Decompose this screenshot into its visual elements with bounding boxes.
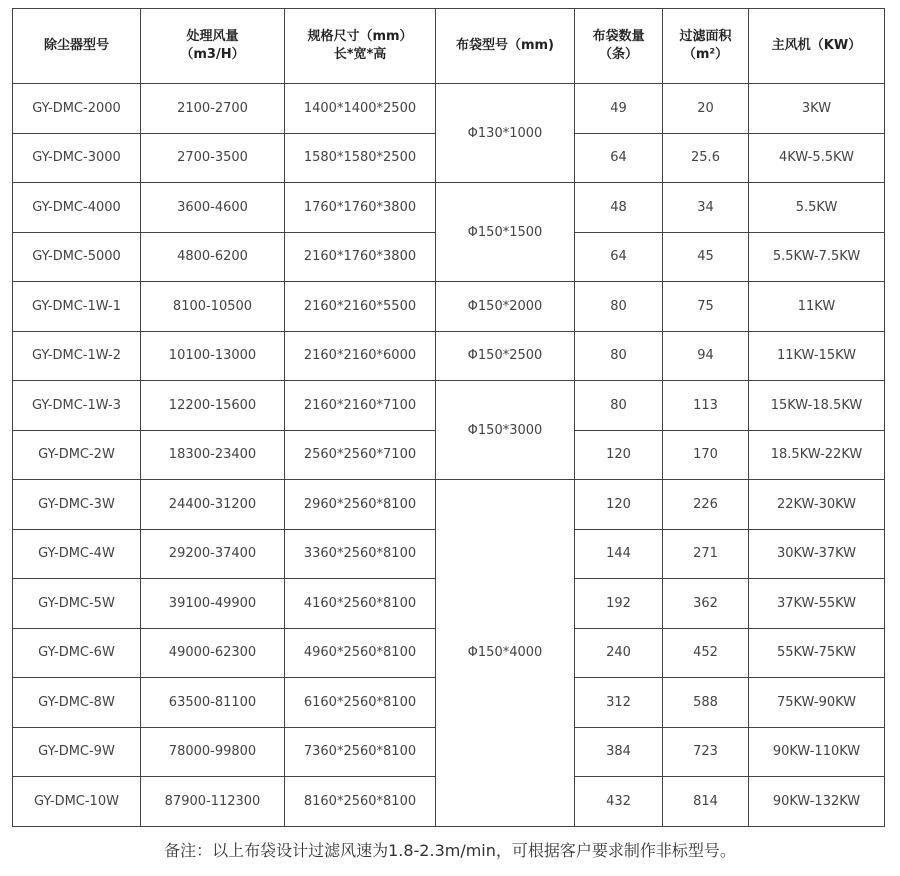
cell-airflow: 18300-23400 — [141, 430, 285, 480]
cell-airflow: 87900-112300 — [141, 777, 285, 827]
header-bag-count: 布袋数量 （条） — [575, 9, 663, 84]
cell-main-fan: 5.5KW-7.5KW — [749, 232, 885, 282]
cell-bag-model: Φ130*1000 — [436, 84, 575, 183]
cell-bag-count: 312 — [575, 678, 663, 728]
cell-main-fan: 55KW-75KW — [749, 628, 885, 678]
cell-airflow: 29200-37400 — [141, 529, 285, 579]
cell-airflow: 10100-13000 — [141, 331, 285, 381]
cell-main-fan: 15KW-18.5KW — [749, 381, 885, 431]
cell-model: GY-DMC-4000 — [13, 183, 141, 233]
cell-bag-count: 240 — [575, 628, 663, 678]
cell-bag-count: 144 — [575, 529, 663, 579]
cell-model: GY-DMC-2W — [13, 430, 141, 480]
header-main-fan: 主风机（KW） — [749, 9, 885, 84]
cell-airflow: 2100-2700 — [141, 84, 285, 134]
cell-filter-area: 452 — [663, 628, 749, 678]
cell-filter-area: 588 — [663, 678, 749, 728]
cell-airflow: 49000-62300 — [141, 628, 285, 678]
cell-size: 2160*1760*3800 — [285, 232, 436, 282]
cell-model: GY-DMC-1W-3 — [13, 381, 141, 431]
cell-size: 4160*2560*8100 — [285, 579, 436, 629]
cell-size: 8160*2560*8100 — [285, 777, 436, 827]
cell-model: GY-DMC-4W — [13, 529, 141, 579]
cell-model: GY-DMC-2000 — [13, 84, 141, 134]
cell-model: GY-DMC-9W — [13, 727, 141, 777]
cell-bag-count: 384 — [575, 727, 663, 777]
cell-main-fan: 5.5KW — [749, 183, 885, 233]
cell-size: 2160*2160*5500 — [285, 282, 436, 332]
header-row — [13, 9, 885, 84]
cell-model: GY-DMC-10W — [13, 777, 141, 827]
spec-table — [12, 8, 885, 827]
cell-bag-count: 192 — [575, 579, 663, 629]
cell-size: 3360*2560*8100 — [285, 529, 436, 579]
cell-filter-area: 170 — [663, 430, 749, 480]
cell-airflow: 24400-31200 — [141, 480, 285, 530]
cell-filter-area: 75 — [663, 282, 749, 332]
cell-bag-model: Φ150*2500 — [436, 331, 575, 381]
cell-filter-area: 723 — [663, 727, 749, 777]
cell-airflow: 8100-10500 — [141, 282, 285, 332]
cell-filter-area: 226 — [663, 480, 749, 530]
cell-bag-count: 80 — [575, 381, 663, 431]
header-model: 除尘器型号 — [13, 9, 141, 84]
cell-bag-count: 64 — [575, 133, 663, 183]
cell-main-fan: 22KW-30KW — [749, 480, 885, 530]
cell-main-fan: 18.5KW-22KW — [749, 430, 885, 480]
footnote: 备注：以上布袋设计过滤风速为1.8-2.3m/min，可根据客户要求制作非标型号。 — [164, 841, 736, 860]
cell-main-fan: 37KW-55KW — [749, 579, 885, 629]
cell-airflow: 12200-15600 — [141, 381, 285, 431]
cell-bag-count: 64 — [575, 232, 663, 282]
cell-airflow: 78000-99800 — [141, 727, 285, 777]
cell-main-fan: 75KW-90KW — [749, 678, 885, 728]
cell-model: GY-DMC-6W — [13, 628, 141, 678]
cell-filter-area: 34 — [663, 183, 749, 233]
cell-size: 6160*2560*8100 — [285, 678, 436, 728]
cell-size: 2960*2560*8100 — [285, 480, 436, 530]
cell-bag-count: 80 — [575, 331, 663, 381]
cell-main-fan: 90KW-110KW — [749, 727, 885, 777]
table-row — [13, 480, 885, 530]
cell-model: GY-DMC-8W — [13, 678, 141, 728]
table-row — [13, 84, 885, 134]
cell-size: 2160*2160*6000 — [285, 331, 436, 381]
cell-model: GY-DMC-5W — [13, 579, 141, 629]
cell-filter-area: 25.6 — [663, 133, 749, 183]
cell-size: 1400*1400*2500 — [285, 84, 436, 134]
cell-filter-area: 20 — [663, 84, 749, 134]
cell-bag-count: 80 — [575, 282, 663, 332]
cell-filter-area: 271 — [663, 529, 749, 579]
cell-filter-area: 814 — [663, 777, 749, 827]
cell-bag-model: Φ150*2000 — [436, 282, 575, 332]
cell-main-fan: 3KW — [749, 84, 885, 134]
table-row — [13, 331, 885, 381]
cell-airflow: 4800-6200 — [141, 232, 285, 282]
cell-model: GY-DMC-1W-2 — [13, 331, 141, 381]
cell-main-fan: 11KW — [749, 282, 885, 332]
cell-size: 1760*1760*3800 — [285, 183, 436, 233]
cell-size: 4960*2560*8100 — [285, 628, 436, 678]
cell-size: 7360*2560*8100 — [285, 727, 436, 777]
cell-size: 2560*2560*7100 — [285, 430, 436, 480]
cell-model: GY-DMC-3000 — [13, 133, 141, 183]
cell-bag-count: 48 — [575, 183, 663, 233]
cell-airflow: 39100-49900 — [141, 579, 285, 629]
cell-size: 1580*1580*2500 — [285, 133, 436, 183]
cell-main-fan: 30KW-37KW — [749, 529, 885, 579]
cell-bag-model: Φ150*3000 — [436, 381, 575, 480]
cell-airflow: 63500-81100 — [141, 678, 285, 728]
cell-model: GY-DMC-3W — [13, 480, 141, 530]
cell-size: 2160*2160*7100 — [285, 381, 436, 431]
cell-bag-model: Φ150*1500 — [436, 183, 575, 282]
header-airflow: 处理风量 （m3/H） — [141, 9, 285, 84]
table-row — [13, 381, 885, 431]
cell-bag-model: Φ150*4000 — [436, 480, 575, 827]
cell-filter-area: 113 — [663, 381, 749, 431]
cell-bag-count: 120 — [575, 430, 663, 480]
cell-airflow: 3600-4600 — [141, 183, 285, 233]
cell-filter-area: 362 — [663, 579, 749, 629]
cell-bag-count: 432 — [575, 777, 663, 827]
header-bag-model: 布袋型号（mm) — [436, 9, 575, 84]
cell-bag-count: 49 — [575, 84, 663, 134]
cell-model: GY-DMC-1W-1 — [13, 282, 141, 332]
cell-filter-area: 94 — [663, 331, 749, 381]
cell-bag-count: 120 — [575, 480, 663, 530]
header-size: 规格尺寸（mm） 长*宽*高 — [285, 9, 436, 84]
cell-airflow: 2700-3500 — [141, 133, 285, 183]
cell-main-fan: 4KW-5.5KW — [749, 133, 885, 183]
cell-model: GY-DMC-5000 — [13, 232, 141, 282]
header-filter-area: 过滤面积 （m²） — [663, 9, 749, 84]
cell-filter-area: 45 — [663, 232, 749, 282]
table-row — [13, 282, 885, 332]
cell-main-fan: 90KW-132KW — [749, 777, 885, 827]
table-row — [13, 183, 885, 233]
cell-main-fan: 11KW-15KW — [749, 331, 885, 381]
